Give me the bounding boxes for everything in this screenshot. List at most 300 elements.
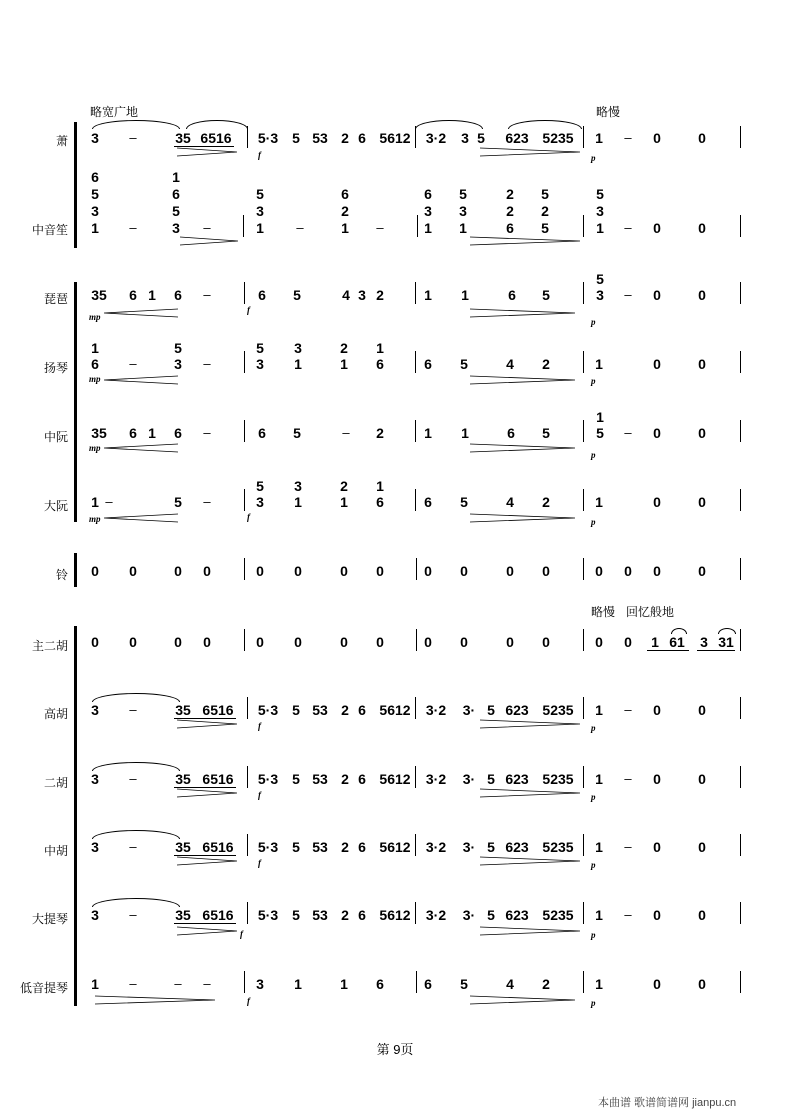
barline: [740, 282, 741, 304]
dash: –: [129, 220, 137, 235]
decrescendo-hairpin: [177, 719, 237, 729]
decrescendo-hairpin: [480, 926, 580, 936]
label-erhu-main: 主二胡: [31, 639, 68, 653]
note: 3: [256, 356, 264, 372]
decrescendo-hairpin: [470, 308, 575, 318]
note: 6: [376, 356, 384, 372]
note: 0: [340, 634, 348, 650]
decrescendo-hairpin: [177, 926, 237, 936]
barline: [740, 215, 741, 237]
slur: [92, 693, 180, 702]
dash: –: [376, 220, 384, 235]
note: 35: [91, 287, 107, 303]
barline: [583, 420, 584, 442]
note: 1: [424, 220, 432, 236]
note: 1: [340, 976, 348, 992]
note: 5612: [379, 907, 411, 923]
note: 1: [294, 976, 302, 992]
note: 0: [698, 702, 706, 718]
note: 0: [624, 563, 632, 579]
watermark: 本曲谱 歌谱简谱网 jianpu.cn: [598, 1097, 737, 1109]
note: 61: [669, 634, 685, 650]
label-yangqin: 扬琴: [43, 361, 68, 375]
note: 1: [595, 839, 603, 855]
barline: [244, 971, 245, 993]
note: 2: [340, 478, 348, 494]
dynamic-p: p: [591, 317, 596, 327]
note: 6: [424, 494, 432, 510]
note: 6516: [202, 839, 234, 855]
note: 6: [129, 425, 137, 441]
note: 0: [340, 563, 348, 579]
note: 5: [174, 494, 182, 510]
note: 35: [175, 771, 191, 787]
barline: [583, 902, 584, 924]
decrescendo-hairpin: [95, 995, 215, 1005]
barline: [247, 834, 248, 856]
note: 6: [358, 771, 366, 787]
decrescendo-hairpin: [470, 995, 575, 1005]
note: 5: [172, 203, 180, 219]
note: 5: [91, 186, 99, 202]
label-zhonghu: 中胡: [43, 844, 68, 858]
note: 0: [653, 130, 661, 146]
slur: [92, 830, 180, 839]
note: 6: [341, 186, 349, 202]
note: 1: [91, 976, 99, 992]
note: 4: [506, 976, 514, 992]
dash: –: [105, 494, 113, 509]
decrescendo-hairpin: [470, 236, 580, 246]
note: 5: [174, 340, 182, 356]
note: 0: [506, 563, 514, 579]
note: 3: [461, 130, 469, 146]
note: 2: [341, 702, 349, 718]
note: 5: [487, 771, 495, 787]
note: 1: [595, 494, 603, 510]
dash: –: [203, 356, 211, 371]
note: 0: [203, 634, 211, 650]
label-daruan: 大阮: [43, 499, 68, 513]
note: 0: [424, 563, 432, 579]
note: 3: [91, 130, 99, 146]
dash: –: [203, 494, 211, 509]
dynamic-mp: mp: [89, 312, 101, 322]
note: 0: [624, 634, 632, 650]
note: 623: [505, 702, 529, 718]
note: 6: [358, 839, 366, 855]
decrescendo-hairpin: [480, 147, 580, 157]
note: 0: [174, 563, 182, 579]
barline: [415, 420, 416, 442]
note: 0: [595, 634, 603, 650]
note: 3·: [462, 907, 476, 923]
note: 3·: [462, 702, 476, 718]
note: 5: [487, 702, 495, 718]
note: 1: [595, 907, 603, 923]
note: 623: [505, 771, 529, 787]
dynamic-f: f: [240, 929, 243, 939]
note: 3: [294, 340, 302, 356]
note: 3·: [462, 839, 476, 855]
note: 2: [376, 287, 384, 303]
note: 6: [358, 702, 366, 718]
slur: [508, 120, 582, 129]
note: 5: [460, 494, 468, 510]
note: 0: [91, 563, 99, 579]
note: 1: [595, 356, 603, 372]
note: 6516: [202, 702, 234, 718]
label-gaohu: 高胡: [43, 707, 68, 721]
note: 6: [258, 287, 266, 303]
barline: [583, 629, 584, 651]
dash: –: [624, 425, 632, 440]
label-xiao: 萧: [55, 134, 68, 148]
note: 623: [505, 130, 529, 146]
dynamic-f: f: [247, 305, 250, 315]
note: 0: [506, 634, 514, 650]
note: 5612: [379, 771, 411, 787]
note: 3·2: [425, 907, 447, 923]
dash: –: [174, 976, 182, 991]
note: 5235: [542, 130, 574, 146]
note: 1: [148, 425, 156, 441]
note: 5612: [379, 130, 411, 146]
note: 1: [340, 494, 348, 510]
barline: [247, 697, 248, 719]
slur: [186, 120, 248, 129]
dynamic-f: f: [258, 150, 261, 160]
note: 2: [541, 203, 549, 219]
note: 6516: [200, 130, 232, 146]
note: 3: [596, 203, 604, 219]
note: 6: [91, 169, 99, 185]
decrescendo-hairpin: [470, 513, 575, 523]
note: 0: [294, 634, 302, 650]
dash: –: [342, 425, 350, 440]
barline: [247, 126, 248, 148]
note: 3: [91, 839, 99, 855]
note: 2: [542, 976, 550, 992]
note: 5: [542, 287, 550, 303]
dash: –: [129, 907, 137, 922]
note: 5: [292, 130, 300, 146]
note: 5: [477, 130, 485, 146]
dash: –: [624, 771, 632, 786]
note: 3·2: [425, 839, 447, 855]
note: 1: [596, 409, 604, 425]
note: 0: [294, 563, 302, 579]
note: 0: [460, 563, 468, 579]
dash: –: [129, 130, 137, 145]
note: 3: [596, 287, 604, 303]
slur: [92, 762, 180, 771]
barline: [415, 766, 416, 788]
barline: [583, 215, 584, 237]
note: 5235: [542, 839, 574, 855]
note: 3: [91, 702, 99, 718]
note: 0: [174, 634, 182, 650]
note: 5·3: [257, 130, 279, 146]
note: 0: [424, 634, 432, 650]
note: 3: [174, 356, 182, 372]
note: 0: [542, 563, 550, 579]
barline: [740, 697, 741, 719]
note: 6: [172, 186, 180, 202]
note: 35: [91, 425, 107, 441]
note: 6: [376, 494, 384, 510]
note: 31: [718, 634, 734, 650]
note: 1: [148, 287, 156, 303]
decrescendo-hairpin: [177, 856, 237, 866]
barline: [583, 489, 584, 511]
note: 5235: [542, 702, 574, 718]
note: 3: [256, 494, 264, 510]
dash: –: [129, 702, 137, 717]
dynamic-p: p: [591, 723, 596, 733]
note: 1: [376, 340, 384, 356]
note: 1: [91, 340, 99, 356]
dynamic-p: p: [591, 153, 596, 163]
note: 5612: [379, 839, 411, 855]
note: 0: [653, 839, 661, 855]
dash: –: [624, 839, 632, 854]
note: 5·3: [257, 702, 279, 718]
dash: –: [624, 287, 632, 302]
note: 3: [294, 478, 302, 494]
note: 0: [376, 634, 384, 650]
barline: [583, 834, 584, 856]
brace-wind: [74, 122, 77, 248]
dynamic-p: p: [591, 860, 596, 870]
note: 1: [424, 287, 432, 303]
note: 623: [505, 907, 529, 923]
dynamic-mp: mp: [89, 374, 101, 384]
note: 5·3: [257, 907, 279, 923]
brace-percussion: [74, 553, 77, 587]
note: 3: [424, 203, 432, 219]
note: 0: [698, 976, 706, 992]
barline: [244, 420, 245, 442]
dash: –: [624, 702, 632, 717]
note: 6: [376, 976, 384, 992]
note: 3·2: [425, 702, 447, 718]
label-contrabass: 低音提琴: [19, 981, 68, 995]
note: 0: [653, 220, 661, 236]
label-ling: 铃: [55, 568, 68, 582]
dynamic-mp: mp: [89, 514, 101, 524]
barline: [415, 351, 416, 373]
note: 5: [596, 271, 604, 287]
note: 1: [595, 771, 603, 787]
barline: [740, 351, 741, 373]
barline: [415, 902, 416, 924]
dynamic-p: p: [591, 517, 596, 527]
note: 5: [293, 425, 301, 441]
beam: [174, 923, 236, 924]
label-cello: 大提琴: [31, 912, 68, 926]
note: 1: [595, 130, 603, 146]
decrescendo-hairpin: [480, 788, 580, 798]
note: 6: [91, 356, 99, 372]
note: 1: [91, 494, 99, 510]
dynamic-f: f: [247, 512, 250, 522]
decrescendo-hairpin: [480, 856, 580, 866]
beam: [647, 650, 689, 651]
note: 0: [460, 634, 468, 650]
dash: –: [624, 220, 632, 235]
note: 2: [506, 203, 514, 219]
note: 2: [376, 425, 384, 441]
note: 5612: [379, 702, 411, 718]
barline: [244, 351, 245, 373]
note: 2: [542, 356, 550, 372]
note: 0: [653, 287, 661, 303]
note: 5: [256, 186, 264, 202]
note: 0: [203, 563, 211, 579]
dash: –: [203, 425, 211, 440]
note: 1: [424, 425, 432, 441]
note: 35: [175, 907, 191, 923]
crescendo-hairpin: [104, 513, 178, 523]
note: 0: [653, 356, 661, 372]
dash: –: [129, 839, 137, 854]
decrescendo-hairpin: [180, 236, 238, 246]
brace-plucked: [74, 282, 77, 522]
note: 6: [129, 287, 137, 303]
slur: [92, 120, 180, 129]
note: 5: [292, 771, 300, 787]
note: 2: [542, 494, 550, 510]
note: 53: [312, 771, 328, 787]
note: 5·3: [257, 771, 279, 787]
note: 5: [460, 356, 468, 372]
barline: [244, 558, 245, 580]
dash: –: [203, 976, 211, 991]
barline: [244, 489, 245, 511]
note: 2: [341, 771, 349, 787]
note: 6: [258, 425, 266, 441]
note: 1: [461, 287, 469, 303]
crescendo-hairpin: [104, 308, 178, 318]
barline: [244, 629, 245, 651]
crescendo-hairpin: [104, 443, 178, 453]
dynamic-p: p: [591, 792, 596, 802]
note: 4: [506, 494, 514, 510]
note: 5: [541, 186, 549, 202]
note: 1: [172, 169, 180, 185]
note: 3: [459, 203, 467, 219]
note: 0: [698, 130, 706, 146]
note: 53: [312, 839, 328, 855]
note: 1: [595, 976, 603, 992]
label-erhu: 二胡: [43, 776, 68, 790]
barline: [416, 971, 417, 993]
dynamic-f: f: [258, 721, 261, 731]
note: 0: [698, 771, 706, 787]
barline: [583, 766, 584, 788]
barline: [740, 629, 741, 651]
note: 2: [341, 839, 349, 855]
barline: [583, 971, 584, 993]
note: 0: [376, 563, 384, 579]
note: 0: [256, 563, 264, 579]
dash: –: [624, 130, 632, 145]
barline: [583, 697, 584, 719]
crescendo-hairpin: [104, 375, 178, 385]
dash: –: [624, 907, 632, 922]
barline: [740, 489, 741, 511]
note: 1: [596, 220, 604, 236]
beam: [697, 650, 735, 651]
slur: [671, 628, 687, 634]
note: 6: [358, 130, 366, 146]
note: 0: [653, 907, 661, 923]
note: 0: [698, 356, 706, 372]
note: 6: [174, 287, 182, 303]
note: 0: [698, 839, 706, 855]
note: 2: [341, 203, 349, 219]
note: 1: [595, 702, 603, 718]
note: 4: [506, 356, 514, 372]
note: 0: [91, 634, 99, 650]
barline: [740, 902, 741, 924]
note: 35: [175, 702, 191, 718]
note: 53: [312, 907, 328, 923]
note: 0: [698, 907, 706, 923]
note: 1: [651, 634, 659, 650]
barline: [740, 558, 741, 580]
barline: [740, 420, 741, 442]
note: 2: [341, 907, 349, 923]
barline: [740, 126, 741, 148]
note: 2: [506, 186, 514, 202]
dynamic-f: f: [258, 790, 261, 800]
note: 5: [293, 287, 301, 303]
barline: [415, 834, 416, 856]
note: 5·3: [257, 839, 279, 855]
note: 6: [424, 356, 432, 372]
note: 6: [508, 287, 516, 303]
note: 6: [358, 907, 366, 923]
note: 5235: [542, 771, 574, 787]
note: 3: [256, 203, 264, 219]
note: 3·2: [425, 771, 447, 787]
note: 5: [292, 907, 300, 923]
note: 1: [256, 220, 264, 236]
note: 0: [256, 634, 264, 650]
barline: [415, 126, 416, 148]
dash: –: [129, 976, 137, 991]
dynamic-p: p: [591, 930, 596, 940]
note: 5: [292, 702, 300, 718]
note: 6516: [202, 907, 234, 923]
note: 6516: [202, 771, 234, 787]
tempo-mark-slow-bottom: 略慢: [591, 605, 616, 619]
note: 1: [91, 220, 99, 236]
label-zhongruan: 中阮: [43, 430, 68, 444]
note: 5: [487, 839, 495, 855]
note: 0: [698, 563, 706, 579]
dynamic-f: f: [258, 858, 261, 868]
note: 1: [294, 494, 302, 510]
note: 5: [541, 220, 549, 236]
note: 1: [376, 478, 384, 494]
barline: [415, 697, 416, 719]
barline: [416, 629, 417, 651]
page-number: 第 9页: [376, 1042, 414, 1057]
note: 0: [698, 425, 706, 441]
